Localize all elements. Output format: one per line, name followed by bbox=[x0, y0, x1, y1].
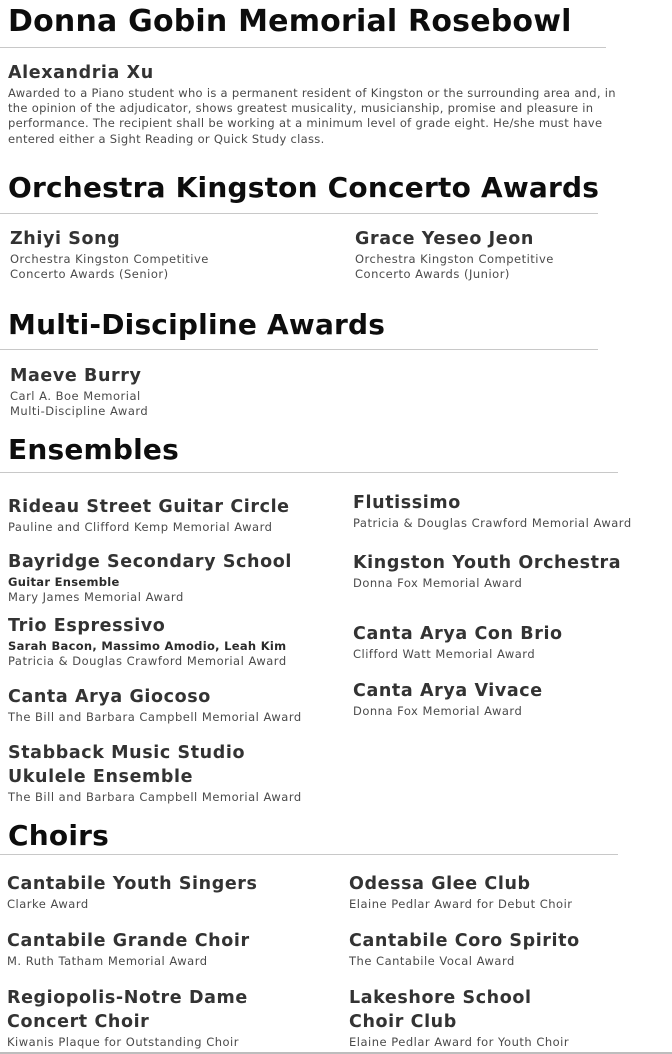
ensemble-award: Donna Fox Memorial Award bbox=[353, 576, 523, 590]
multi-divider bbox=[0, 349, 598, 350]
multi-award-line: Carl A. Boe Memorial bbox=[10, 389, 141, 403]
concerto-divider bbox=[0, 213, 598, 214]
choir-name: Cantabile Youth Singers bbox=[7, 874, 258, 894]
choir-name: Cantabile Grande Choir bbox=[7, 931, 250, 951]
choir-name: Odessa Glee Club bbox=[349, 874, 531, 894]
choir-award: Clarke Award bbox=[7, 897, 89, 911]
ensemble-award: Clifford Watt Memorial Award bbox=[353, 647, 536, 661]
multi-winner-name: Maeve Burry bbox=[10, 366, 142, 386]
ensembles-heading: Ensembles bbox=[8, 433, 179, 466]
choir-award: Elaine Pedlar Award for Debut Choir bbox=[349, 897, 573, 911]
rosebowl-heading: Donna Gobin Memorial Rosebowl bbox=[8, 4, 572, 39]
choir-name: Choir Club bbox=[349, 1012, 457, 1032]
concerto-award-line: Concerto Awards (Junior) bbox=[355, 267, 510, 281]
multi-heading: Multi-Discipline Awards bbox=[8, 308, 386, 341]
concerto-heading: Orchestra Kingston Concerto Awards bbox=[8, 171, 600, 204]
rosebowl-winner: Alexandria Xu bbox=[8, 63, 154, 83]
ensemble-name: Stabback Music Studio bbox=[8, 743, 246, 763]
ensemble-name: Trio Espressivo bbox=[8, 616, 166, 636]
ensemble-award: The Bill and Barbara Campbell Memorial Award bbox=[8, 710, 302, 724]
rosebowl-divider bbox=[0, 47, 606, 48]
ensemble-name: Flutissimo bbox=[353, 493, 461, 513]
ensemble-name: Canta Arya Con Brio bbox=[353, 624, 563, 644]
choir-name: Cantabile Coro Spirito bbox=[349, 931, 580, 951]
ensemble-name: Canta Arya Vivace bbox=[353, 681, 543, 701]
ensemble-name: Canta Arya Giocoso bbox=[8, 687, 211, 707]
concerto-award-line: Orchestra Kingston Competitive bbox=[355, 252, 554, 266]
choirs-divider bbox=[0, 854, 618, 855]
ensemble-award: Donna Fox Memorial Award bbox=[353, 704, 523, 718]
ensemble-award: Mary James Memorial Award bbox=[8, 590, 184, 604]
ensemble-award: Patricia & Douglas Crawford Memorial Award bbox=[8, 654, 287, 668]
choir-award: M. Ruth Tatham Memorial Award bbox=[7, 954, 208, 968]
ensemble-award: Patricia & Douglas Crawford Memorial Award bbox=[353, 516, 632, 530]
choir-name: Lakeshore School bbox=[349, 988, 532, 1008]
concerto-award-line: Concerto Awards (Senior) bbox=[10, 267, 169, 281]
ensemble-note: Sarah Bacon, Massimo Amodio, Leah Kim bbox=[8, 639, 287, 653]
choir-award: Elaine Pedlar Award for Youth Choir bbox=[349, 1035, 570, 1049]
concerto-winner-name: Zhiyi Song bbox=[10, 229, 121, 249]
ensemble-note: Guitar Ensemble bbox=[8, 575, 120, 589]
ensemble-name: Rideau Street Guitar Circle bbox=[8, 497, 290, 517]
choir-name: Regiopolis-Notre Dame bbox=[7, 988, 248, 1008]
ensembles-divider bbox=[0, 472, 618, 473]
ensemble-name: Bayridge Secondary School bbox=[8, 552, 292, 572]
ensemble-name: Ukulele Ensemble bbox=[8, 767, 194, 787]
multi-award-line: Multi-Discipline Award bbox=[10, 404, 149, 418]
ensemble-award: Pauline and Clifford Kemp Memorial Award bbox=[8, 520, 273, 534]
ensemble-award: The Bill and Barbara Campbell Memorial Award bbox=[8, 790, 302, 804]
choir-award: The Cantabile Vocal Award bbox=[349, 954, 515, 968]
rosebowl-description: Awarded to a Piano student who is a permanent resident of Kingston or the surrounding area and, in the opinion of the adjudicator, shows greatest musicality, musicianship, promise and pleasure in performance. The recipient shall be working at a minimum level of grade eight. He/she must have entered either a Sight Reading or Quick Study class. bbox=[8, 86, 616, 146]
ensemble-name: Kingston Youth Orchestra bbox=[353, 553, 622, 573]
concerto-winner-name: Grace Yeseo Jeon bbox=[355, 229, 534, 249]
choirs-heading: Choirs bbox=[8, 819, 109, 852]
choir-name: Concert Choir bbox=[7, 1012, 150, 1032]
concerto-award-line: Orchestra Kingston Competitive bbox=[10, 252, 209, 266]
choir-award: Kiwanis Plaque for Outstanding Choir bbox=[7, 1035, 239, 1049]
